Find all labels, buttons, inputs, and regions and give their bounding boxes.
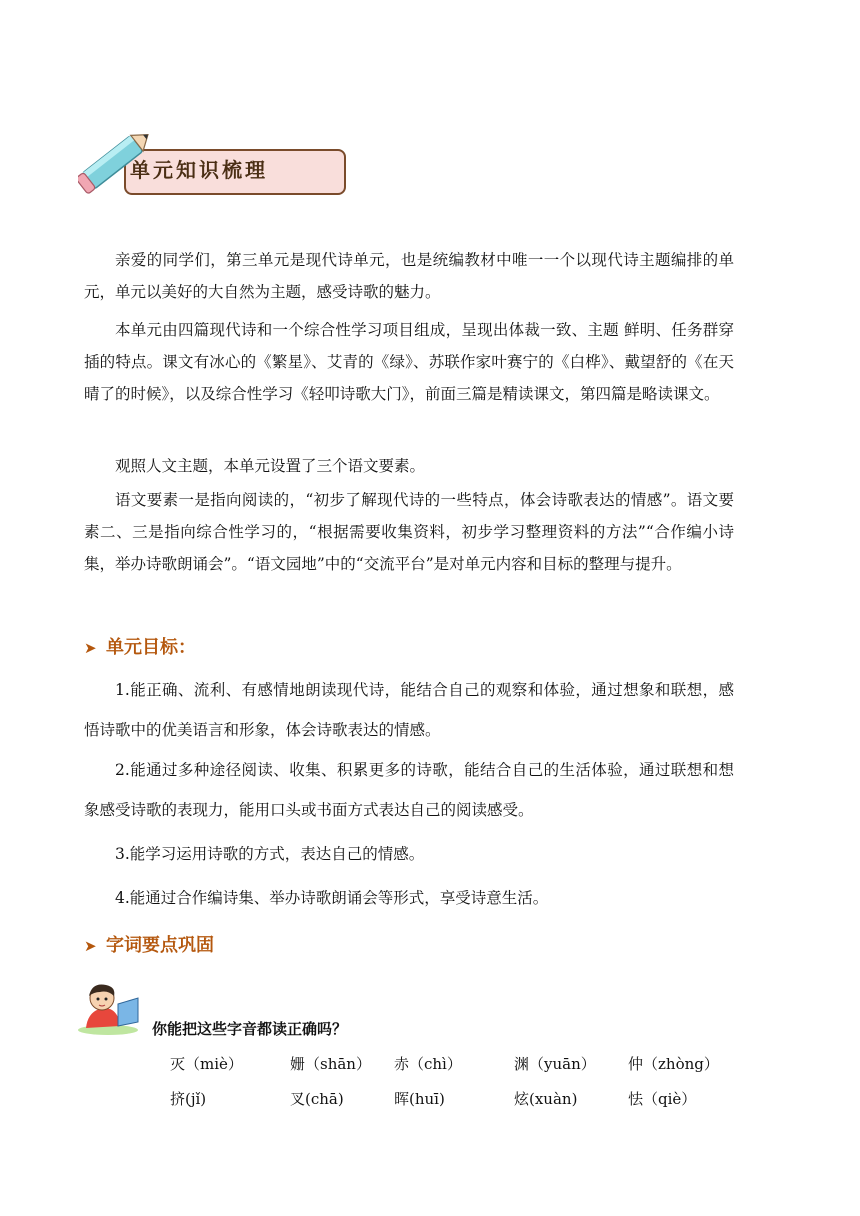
intro-paragraph-4: 语文要素一是指向阅读的，“初步了解现代诗的一些特点，体会诗歌表达的情感”。语文要素二、三是指向综合性学习的，“根据需要收集资料，初步学习整理资料的方法”“合作编小诗集，举办诗歌朗诵会”。“语文园地”中的“交流平台”是对单元内容和目标的整理与提升。 [84,491,734,573]
goal-item-4: 4.能通过合作编诗集、举办诗歌朗诵会等形式，享受诗意生活。 [115,889,549,907]
word-cell: 灭（miè） [170,1055,243,1073]
word-cell: 渊（yuān） [514,1055,596,1073]
word-cell: 叉(chā) [290,1090,344,1108]
goals-section-heading [84,633,196,659]
arrow-bullet-icon: ➤ [84,639,97,657]
word-cell: 挤(jǐ) [170,1090,207,1108]
words-section-title: 字词要点巩固 [106,935,214,956]
words-section-heading [84,931,214,957]
goal-item-2: 2.能通过多种途径阅读、收集、积累更多的诗歌，能结合自己的生活体验，通过联想和想象感受诗歌的表现力，能用口头或书面方式表达自己的阅读感受。 [84,761,734,819]
arrow-bullet-icon: ➤ [84,937,97,955]
word-cell: 炫(xuàn) [514,1090,578,1108]
word-cell: 晖(huī) [394,1090,445,1108]
word-cell: 姗（shān） [290,1055,371,1073]
goal-item-3: 3.能学习运用诗歌的方式，表达自己的情感。 [115,845,425,863]
word-cell: 怯（qiè） [628,1090,697,1108]
word-cell: 仲（zhòng） [628,1055,719,1073]
intro-paragraph-3: 观照人文主题，本单元设置了三个语文要素。 [115,457,426,475]
reading-question: 你能把这些字音都读正确吗？ [152,1020,348,1038]
goals-section-title: 单元目标： [106,637,196,658]
intro-paragraph-1: 亲爱的同学们，第三单元是现代诗单元，也是统编教材中唯一一个以现代诗主题编排的单元，单元以美好的大自然为主题，感受诗歌的魅力。 [84,251,734,301]
goal-item-1: 1.能正确、流利、有感情地朗读现代诗，能结合自己的观察和体验，通过想象和联想，感悟诗歌中的优美语言和形象，体会诗歌表达的情感。 [84,681,734,739]
section-header-title: 单元知识梳理 [130,158,268,182]
word-cell: 赤（chì） [394,1055,462,1073]
intro-paragraph-2: 本单元由四篇现代诗和一个综合性学习项目组成，呈现出体裁一致、主题 鲜明、任务群穿插的特点。课文有冰心的《繁星》、艾青的《绿》、苏联作家叶赛宁的《白桦》、戴望舒的《在天晴了的时候》，以及综合性学习《轻叩诗歌大门》，前面三篇是精读课文，第四篇是略读课文。 [84,321,734,403]
boy-reading-icon [74,980,146,1036]
